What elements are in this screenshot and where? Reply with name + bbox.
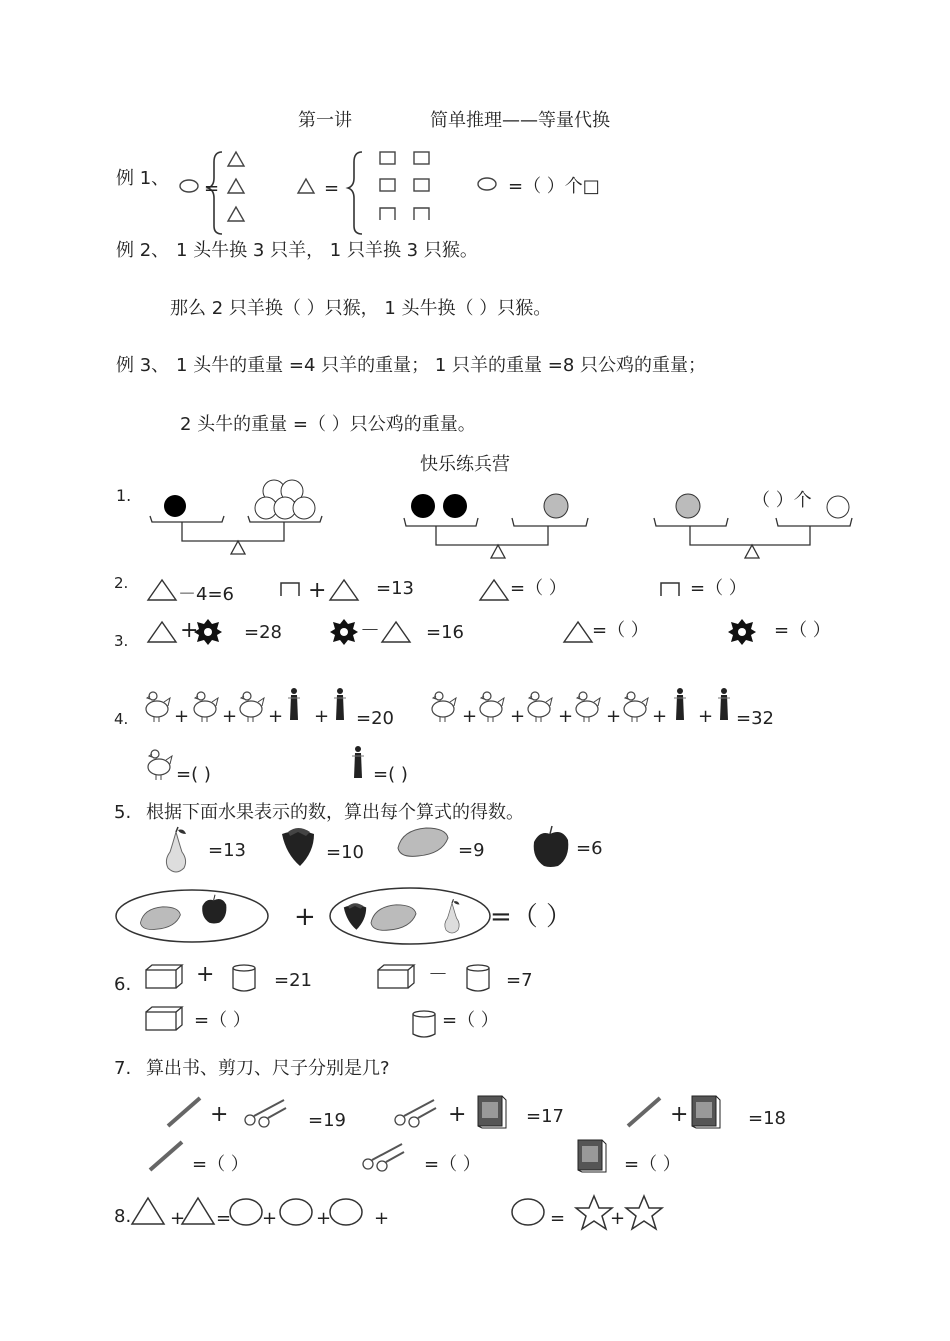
problem-2-answer1: =（ ） [510,578,567,599]
strawberry-value: =10 [326,842,364,863]
triangle-icon [228,179,244,193]
plus-sign: + [558,706,574,727]
example-2-label: 例 2、 [116,240,170,261]
circle-icon [512,1199,544,1225]
problem-6-eq2: =7 [506,970,533,991]
white-circle-icon [827,496,849,518]
problem-3-answer1: =（ ） [592,620,649,641]
problem-7-answer2: =（ ） [424,1154,481,1175]
hen-icon [624,692,648,722]
scissors-icon [395,1100,436,1127]
plus-sign: + [196,962,215,987]
person-icon [334,688,346,720]
circle-icon [280,1199,312,1225]
problem-2-eq1: －4=6 [178,584,234,605]
book-icon [478,1096,506,1128]
gear-icon [728,619,756,645]
square-icon [380,179,395,191]
square-icon [414,179,429,191]
hen-icon [480,692,504,722]
problem-7-text: 算出书、剪刀、尺子分别是几? [146,1058,390,1079]
plus-sign: + [510,706,526,727]
equals-sign: = [216,1208,232,1229]
example-1-equals-a: = [204,178,220,199]
strawberry-icon [282,828,314,866]
triangle-icon [382,622,410,642]
cylinder-icon [233,965,255,991]
box-icon [146,965,182,988]
mango-value: =9 [458,840,485,861]
problem-6-answer2: =（ ） [442,1010,499,1031]
problem-2-answer2: =（ ） [690,578,747,599]
black-circle-icon [411,494,435,518]
problem-7-eq3: =18 [748,1108,786,1129]
scissors-icon [363,1144,404,1171]
pear-icon [166,827,186,872]
problem-6-number: 6. [114,974,132,995]
ruler-icon [628,1098,660,1126]
scissors-icon [245,1100,286,1127]
plus-sign: + [462,706,478,727]
plus-sign: + [374,1208,390,1229]
problem-4-eq1: =20 [356,708,394,729]
problem-7-answer3: =（ ） [624,1154,681,1175]
problem-2-number: 2. [114,574,129,592]
lecture-number: 第一讲 [298,110,352,131]
box-icon [146,1007,182,1030]
person-icon [288,688,300,720]
plus-sign: + [222,706,238,727]
striped-circle-icon [676,494,700,518]
plus-sign: + [698,706,714,727]
equals-sign: = [550,1208,566,1229]
ruler-icon [168,1098,200,1126]
apple-value: =6 [576,838,603,859]
section-heading: 快乐练兵营 [420,454,510,475]
door-icon [661,583,679,596]
apple-icon [202,895,226,924]
mango-icon [371,905,416,931]
problem-7-number: 7. [114,1058,132,1079]
hen-icon [148,750,172,780]
hen-icon [528,692,552,722]
example-1-equals-b: = [324,178,340,199]
example-2-line1: 1 头牛换 3 只羊， 1 只羊换 3 只猴。 [176,240,478,261]
plus-sign: + [316,1208,332,1229]
pear-value: =13 [208,840,246,861]
striped-circle-icon [544,494,568,518]
problem-3-eq1: =28 [244,622,282,643]
problem-8-shapes [130,1194,670,1234]
problem-7-eq2: =17 [526,1106,564,1127]
oval-icon [478,178,496,190]
circle-icon [230,1199,262,1225]
triangle-icon [228,207,244,221]
triangle-icon [480,580,508,600]
plus-sign: + [170,1208,186,1229]
plus-sign: + [174,706,190,727]
problem-5-answer: =（ ） [490,902,573,932]
plus-sign: + [262,1208,278,1229]
circle-icon [330,1199,362,1225]
problem-6-answer1: =（ ） [194,1010,251,1031]
example-2-line2: 那么 2 只羊换（ ）只猴， 1 头牛换（ ）只猴。 [170,298,552,319]
example-3-label: 例 3、 [116,355,170,376]
ruler-icon [150,1142,182,1170]
square-icon [380,208,429,220]
plus-sign: + [210,1102,229,1127]
star-icon [576,1196,612,1229]
problem-4-figures [140,684,760,794]
person-icon [352,746,364,778]
problem-6-eq1: =21 [274,970,312,991]
problem-3-number: 3. [114,632,129,650]
plus-sign: + [670,1102,689,1127]
problem-4-answer2: =( ) [373,764,408,785]
minus-sign: － [428,962,448,986]
hen-icon [194,692,218,722]
triangle-icon [298,179,314,193]
triangle-icon [228,152,244,166]
problem-8-number: 8. [114,1206,132,1227]
black-circle-icon [443,494,467,518]
problem-5-number: 5. [114,802,132,823]
person-icon [674,688,686,720]
triangle-icon [148,622,176,642]
gear-icon [330,619,358,645]
minus-sign: － [360,618,380,642]
plus-sign: + [268,706,284,727]
cylinder-icon [467,965,489,991]
triangle-icon [330,580,358,600]
black-circle-icon [164,495,186,517]
hen-icon [146,692,170,722]
book-icon [692,1096,720,1128]
square-icon [380,152,395,164]
problem-2-eq2: =13 [376,578,414,599]
white-circle-icon [293,497,315,519]
triangle-icon [182,1198,214,1224]
hen-icon [240,692,264,722]
plus-sign: + [314,706,330,727]
problem-1-answer: （ ）个 [752,490,812,511]
door-icon [281,583,299,596]
balance-scale-2 [404,494,588,558]
group-oval-1 [116,890,268,942]
problem-4-number: 4. [114,710,129,728]
problem-3-eq2: =16 [426,622,464,643]
triangle-icon [564,622,592,642]
hen-icon [432,692,456,722]
problem-1-number: 1. [116,486,132,505]
plus-sign: + [610,1208,626,1229]
plus-sign: + [294,902,316,932]
example-3-line2: 2 头牛的重量 =（ ）只公鸡的重量。 [180,414,476,435]
mango-icon [140,907,180,930]
example-1-label: 例 1、 [116,168,170,189]
plus-sign: + [606,706,622,727]
pear-icon [445,899,460,933]
strawberry-icon [344,903,366,930]
apple-icon [534,826,569,867]
plus-sign: + [448,1102,467,1127]
square-icon [414,152,429,164]
problem-3-answer2: =（ ） [774,620,831,641]
cylinder-icon [413,1011,435,1037]
plus-sign: + [652,706,668,727]
problem-7-answer1: =（ ） [192,1154,249,1175]
problem-7-eq1: =19 [308,1110,346,1131]
lecture-title: 简单推理——等量代换 [430,110,610,131]
plus-sign: + [180,618,199,643]
problem-4-answer1: =( ) [176,764,211,785]
problem-5-text: 根据下面水果表示的数，算出每个算式的得数。 [146,802,524,823]
box-icon [378,965,414,988]
person-icon [718,688,730,720]
problem-4-eq2: =32 [736,708,774,729]
oval-icon [180,180,198,192]
triangle-icon [132,1198,164,1224]
triangle-icon [148,580,176,600]
mango-icon [398,828,448,856]
balance-scale-1 [150,480,322,554]
example-3-line1: 1 头牛的重量 =4 只羊的重量； 1 只羊的重量 =8 只公鸡的重量； [176,355,707,376]
hen-icon [576,692,600,722]
star-icon [626,1196,662,1229]
left-brace-icon [348,152,362,234]
book-icon [578,1140,606,1172]
example-1-result: =（ ）个□ [508,176,600,197]
plus-sign: + [308,578,327,603]
